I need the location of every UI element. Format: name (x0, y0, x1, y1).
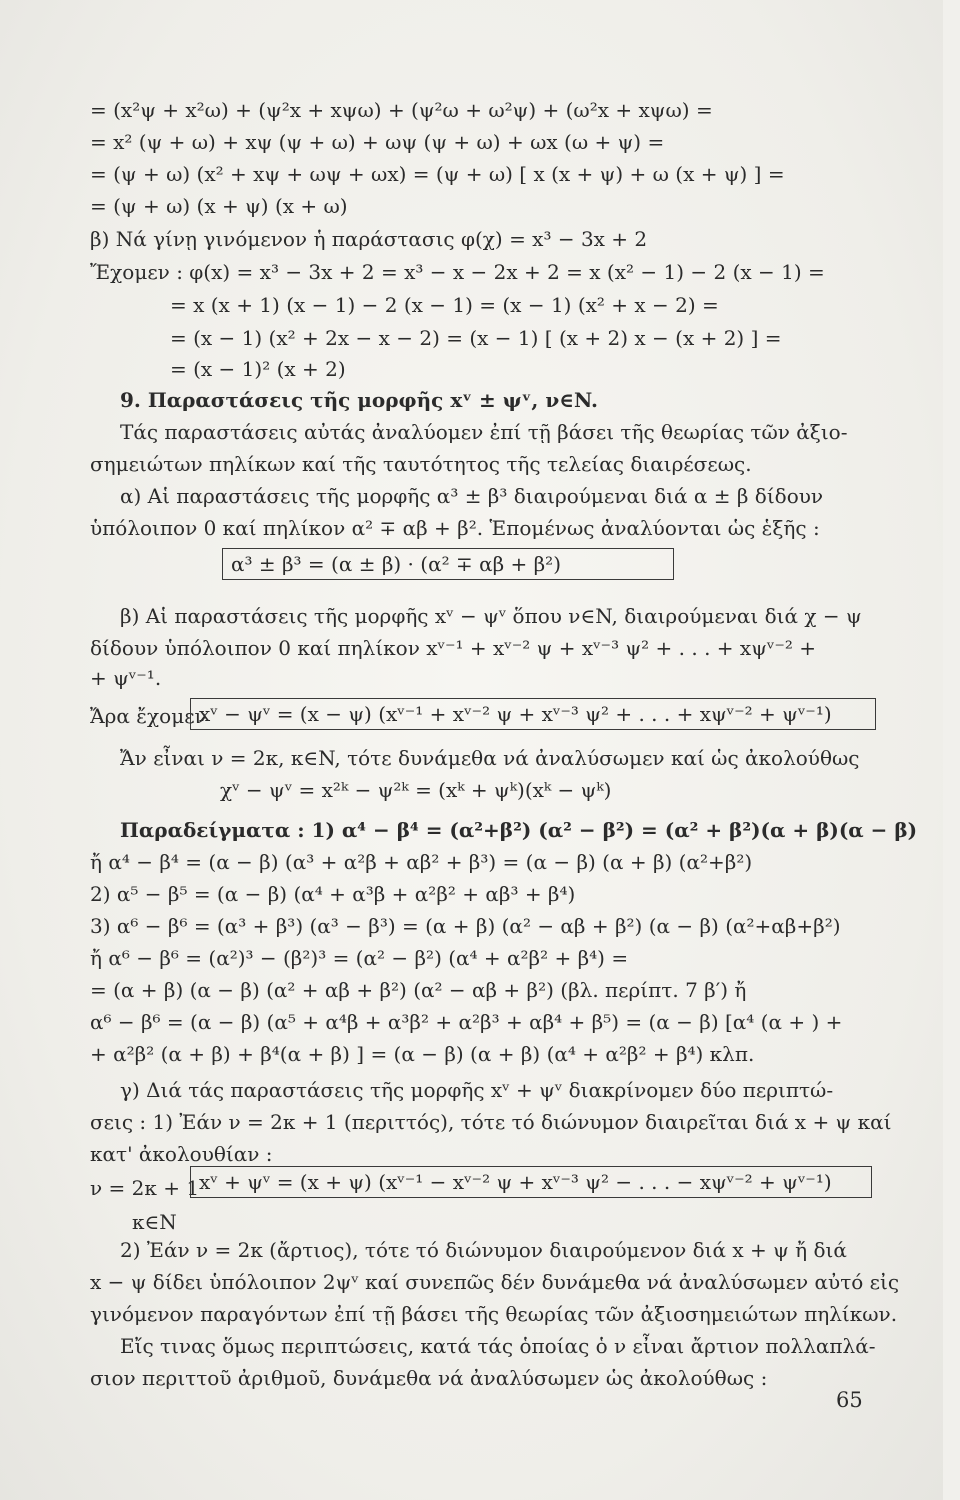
text-line: = (ψ + ω) (x + ψ) (x + ω) (90, 194, 348, 218)
text-line: = (x²ψ + x²ω) + (ψ²x + xψω) + (ψ²ω + ω²ψ) + (ω²x + xψω) = (90, 98, 713, 122)
section-heading: 9. Παραστάσεις τῆς μορφῆς xᵛ ± ψᵛ, ν∈N. (120, 388, 598, 412)
text-line: Ἄν εἶναι ν = 2κ, κ∈N, τότε δυνάμεθα νά ἀναλύσωμεν καί ὡς ἀκολούθως (120, 746, 860, 770)
text-line: β) Αἱ παραστάσεις τῆς μορφῆς xᵛ − ψᵛ ὅπου ν∈N, διαιρούμεναι διά χ − ψ (120, 604, 862, 628)
text-line: χᵛ − ψᵛ = x²ᵏ − ψ²ᵏ = (xᵏ + ψᵏ)(xᵏ − ψᵏ) (220, 778, 612, 802)
text-line: γινόμενον παραγόντων ἐπί τῇ βάσει τῆς θεωρίας τῶν ἀξιοσημειώτων πηλίκων. (90, 1302, 898, 1326)
text-line: γ) Διά τάς παραστάσεις τῆς μορφῆς xᵛ + ψᵛ διακρίνομεν δύο περιπτώ- (120, 1078, 834, 1102)
text-line: σιον περιττοῦ ἀριθμοῦ, δυνάμεθα νά ἀναλύσωμεν ὡς ἀκολούθως : (90, 1366, 768, 1390)
text-line: = (ψ + ω) (x² + xψ + ωψ + ωx) = (ψ + ω) [ x (x + ψ) + ω (x + ψ) ] = (90, 162, 785, 186)
text-line: ἤ α⁴ − β⁴ = (α − β) (α³ + α²β + αβ² + β³) = (α − β) (α + β) (α²+β²) (90, 850, 753, 874)
examples-heading: Παραδείγματα : 1) α⁴ − β⁴ = (α²+β²) (α² − β²) = (α² + β²)(α + β)(α − β) (120, 818, 918, 842)
text-line: = (α + β) (α − β) (α² + αβ + β²) (α² − αβ + β²) (βλ. περίπτ. 7 β′) ἤ (90, 978, 747, 1002)
text-line: σεις : 1) Ἐάν ν = 2κ + 1 (περιττός), τότε τό διώνυμον διαιρεῖται διά x + ψ καί (90, 1110, 892, 1134)
text-line: 3) α⁶ − β⁶ = (α³ + β³) (α³ − β³) = (α + β) (α² − αβ + β²) (α − β) (α²+αβ+β²) (90, 914, 841, 938)
formula-box-sum: xᵛ + ψᵛ = (x + ψ) (xᵛ⁻¹ − xᵛ⁻² ψ + xᵛ⁻³ ψ² − . . . − xψᵛ⁻² + ψᵛ⁻¹) (190, 1166, 872, 1198)
text-line: = x (x + 1) (x − 1) − 2 (x − 1) = (x − 1) (x² + x − 2) = (170, 293, 719, 317)
text-line: = x² (ψ + ω) + xψ (ψ + ω) + ωψ (ψ + ω) + ωx (ω + ψ) = (90, 130, 665, 154)
text-line: 2) α⁵ − β⁵ = (α − β) (α⁴ + α³β + α²β² + αβ³ + β⁴) (90, 882, 576, 906)
page-number: 65 (836, 1388, 863, 1412)
text-line: + ψᵛ⁻¹. (90, 666, 162, 690)
text-line: Ἄρα ἔχομεν (90, 704, 207, 728)
text-line: κατ' ἀκολουθίαν : (90, 1142, 273, 1166)
text-line: β) Νά γίνῃ γινόμενον ἡ παράστασις φ(χ) = x³ − 3x + 2 (90, 227, 648, 251)
text-line: α) Αἱ παραστάσεις τῆς μορφῆς α³ ± β³ διαιρούμεναι διά α ± β δίδουν (120, 484, 824, 508)
text-line: ἤ α⁶ − β⁶ = (α²)³ − (β²)³ = (α² − β²) (α⁴ + α²β² + β⁴) = (90, 946, 629, 970)
text-line: σημειώτων πηλίκων καί τῆς ταυτότητος τῆς τελείας διαιρέσεως. (90, 452, 752, 476)
text-line: ν = 2κ + 1 (90, 1176, 200, 1200)
text-line: δίδουν ὑπόλοιπον 0 καί πηλίκον xᵛ⁻¹ + xᵛ⁻² ψ + xᵛ⁻³ ψ² + . . . + xψᵛ⁻² + (90, 636, 817, 660)
text-line: α⁶ − β⁶ = (α − β) (α⁵ + α⁴β + α³β² + α²β³ + αβ⁴ + β⁵) = (α − β) [α⁴ (α + ) + (90, 1010, 843, 1034)
text-line: Εἴς τινας ὅμως περιπτώσεις, κατά τάς ὁποίας ὁ ν εἶναι ἄρτιον πολλαπλά- (120, 1334, 876, 1358)
text-line: = (x − 1) (x² + 2x − x − 2) = (x − 1) [ (x + 2) x − (x + 2) ] = (170, 326, 782, 350)
text-line: = (x − 1)² (x + 2) (170, 357, 346, 381)
text-line: Τάς παραστάσεις αὐτάς ἀναλύομεν ἐπί τῇ βάσει τῆς θεωρίας τῶν ἀξιο- (120, 420, 848, 444)
text-line: + α²β² (α + β) + β⁴(α + β) ] = (α − β) (α + β) (α⁴ + α²β² + β⁴) κλπ. (90, 1042, 755, 1066)
text-line: κ∈N (132, 1210, 177, 1234)
text-line: 2) Ἐάν ν = 2κ (ἄρτιος), τότε τό διώνυμον διαιρούμενον διά x + ψ ἤ διά (120, 1238, 847, 1262)
text-line: Ἔχομεν : φ(x) = x³ − 3x + 2 = x³ − x − 2x + 2 = x (x² − 1) − 2 (x − 1) = (90, 260, 825, 284)
formula-box-cubes: α³ ± β³ = (α ± β) · (α² ∓ αβ + β²) (222, 548, 674, 580)
text-line: ὑπόλοιπον 0 καί πηλίκον α² ∓ αβ + β². Ἑπομένως ἀναλύονται ὡς ἑξῆς : (90, 516, 820, 540)
formula-box-difference: xᵛ − ψᵛ = (x − ψ) (xᵛ⁻¹ + xᵛ⁻² ψ + xᵛ⁻³ ψ² + . . . + xψᵛ⁻² + ψᵛ⁻¹) (190, 698, 876, 730)
text-line: x − ψ δίδει ὑπόλοιπον 2ψᵛ καί συνεπῶς δέν δυνάμεθα νά ἀναλύσωμεν αὐτό εἰς (90, 1270, 900, 1294)
